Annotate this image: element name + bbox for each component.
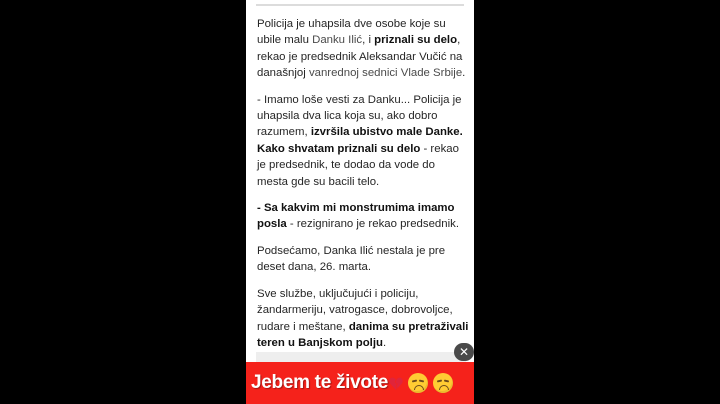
sad-face-icon xyxy=(408,373,428,393)
banner-text: Jebem te živote xyxy=(251,372,388,393)
paragraph-4: Podsećamo, Danka Ilić nestala je pre deset dana, 26. marta. xyxy=(257,244,446,274)
paragraph-3: - Sa kakvim mi monstrumima imamo posla - rezignirano je rekao predsednik. xyxy=(257,202,459,231)
paragraph-5: Sve službe, uključujući i policiju, žandarmeriju, vatrogasce, dobrovoljce, rudare i meštane, danima su pretraživali teren u Banjskom polju. xyxy=(257,287,469,349)
divider xyxy=(256,4,464,6)
caption-banner xyxy=(246,362,474,404)
sad-face-icon xyxy=(433,373,453,393)
article-screen xyxy=(246,0,474,404)
broken-heart-icon xyxy=(389,375,403,391)
emoji-group xyxy=(389,373,453,393)
link-danka-ilic[interactable]: Danku Ilić xyxy=(312,34,363,47)
link-vanredna-sednica[interactable]: vanrednoj sednici Vlade Srbije xyxy=(308,67,463,80)
paragraph-1: Policija je uhapsila dve osobe koje su ubile malu Danku Ilić, i priznali su delo, rekao je predsednik Aleksandar Vučić na današnjoj vanrednoj sednici Vlade Srbije. xyxy=(257,18,466,80)
paragraph-2: - Imamo loše vesti za Danku... Policija je uhapsila dva lica koja su, ako dobro razumem, izvršila ubistvo male Danke. Kako shvatam priznali su delo - rekao je predsednik, te dodao da vode do mesta gde su bacili telo. xyxy=(257,93,463,188)
close-button[interactable]: ✕ xyxy=(454,343,474,361)
article-body xyxy=(257,16,469,361)
